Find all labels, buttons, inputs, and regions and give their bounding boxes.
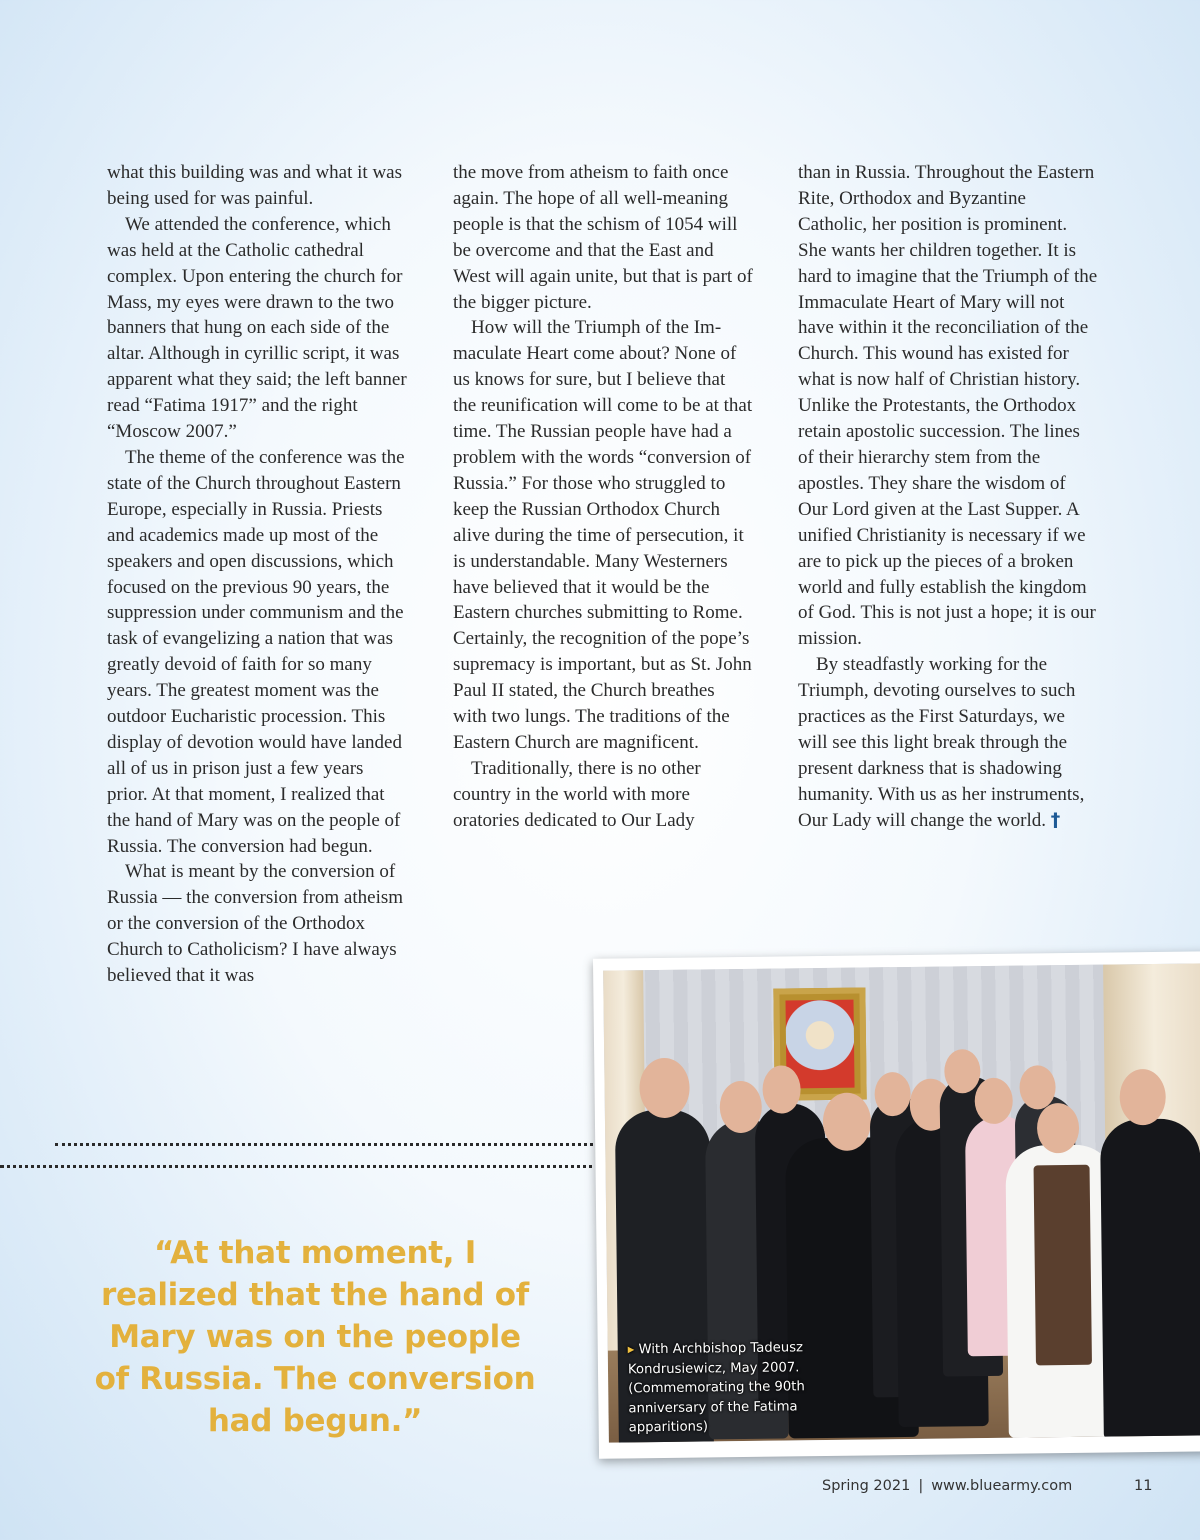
article-column-2	[453, 160, 753, 834]
person-head	[944, 1049, 981, 1093]
page-number: 11	[1134, 1478, 1153, 1494]
caption-text: With Archbishop Tadeusz Kondrusiewicz, May 2007. (Commemorating the 90th anniversary of the Fatima apparitions)	[627, 1340, 805, 1436]
dotted-divider	[55, 1143, 600, 1146]
paragraph: We attended the conference, which was held at the Catholic cathedral complex. Upon entering the church for Mass, my eyes were drawn to the two banners that hung on each side of the altar. Although in cyrillic script, it was apparent what they said; the left banner read “Fatima 1917” and the right “Moscow 2007.”	[107, 213, 407, 443]
person-head	[1037, 1103, 1080, 1154]
article-column-3	[798, 160, 1098, 834]
person-head	[639, 1058, 690, 1119]
paragraph: Traditionally, there is no other country in the world with more oratories dedicated to Our Lady	[453, 757, 701, 831]
paragraph: What is meant by the conversion of Russia — the conversion from atheism or the conversion of the Orthodox Church to Catholicism? I have always believed that it was	[107, 861, 404, 987]
website-link[interactable]: www.bluearmy.com	[931, 1478, 1073, 1494]
article-column-1	[107, 160, 407, 989]
person-head	[874, 1072, 911, 1116]
issue-label: Spring 2021	[822, 1478, 911, 1494]
page-footer	[822, 1478, 1072, 1494]
person-scapular	[1034, 1165, 1092, 1366]
person-head	[762, 1065, 801, 1113]
paragraph: the move from atheism to faith once again. The hope of all well-meaning people is that the schism of 1054 will be overcome and that the East and West will again unite, but that is part of the bigger picture.	[453, 162, 753, 313]
paragraph: The theme of the conference was the state of the Church throughout Eastern Europe, especially in Russia. Priests and academics made up most of the speakers and open discussions, which focused on the previous 90 years, the suppression under communism and the task of evangelizing a nation that was greatly devoid of faith for so many years. The greatest moment was the outdoor Eucharistic procession. This display of devotion would have landed all of us in prison just a few years prior. At that moment, I realized that the hand of Mary was on the people of Russia. The conversion had begun.	[107, 446, 405, 857]
pull-quote: “At that moment, I realized that the hand of Mary was on the people of Russia. The conversion had begun.”	[94, 1235, 536, 1439]
group-photo	[603, 963, 1200, 1442]
paragraph: what this building was and what it was being used for was painful.	[107, 162, 402, 209]
photo-frame	[593, 951, 1200, 1459]
photo-caption	[628, 1338, 859, 1438]
person-head	[719, 1081, 762, 1134]
person-figure	[1100, 1118, 1200, 1439]
paragraph-text: By steadfastly working for the Triumph, devoting ourselves to such practices as the First Saturdays, we will see this light break through the present darkness that is shadowing humanity. With us as her instruments, Our Lady will change the world.	[798, 654, 1085, 831]
footer-separator: |	[918, 1478, 924, 1494]
person-head	[823, 1092, 872, 1151]
caption-arrow-icon: ▸	[627, 1342, 635, 1358]
end-mark-cross-icon: †	[1050, 808, 1061, 831]
person-head	[1119, 1069, 1166, 1126]
paragraph: How will the Triumph of the Immaculate Heart come about? None of us knows for sure, but I believe that the reunification will come to be at that time. The Russian people have had a problem with the words “conversion of Russia.” For those who struggled to keep the Russian Orthodox Church alive during the time of persecution, it is understandable. Many Westerners have believed that it would be the Eastern churches submitting to Rome. Certainly, the recognition of the pope’s supremacy is important, but as St. John Paul II stated, the Church breathes with two lungs. The traditions of the Eastern Church are magnificent.	[453, 317, 753, 753]
person-head	[974, 1078, 1013, 1124]
paragraph	[798, 652, 1098, 833]
dotted-divider	[0, 1165, 600, 1168]
person-head	[1019, 1065, 1056, 1109]
paragraph: than in Russia. Throughout the Eastern Rite, Orthodox and Byzantine Catholic, her position is prominent. She wants her children together. It is hard to imagine that the Triumph of the Immaculate Heart of Mary will not have within it the reconciliation of the Church. This wound has existed for what is now half of Christian history. Unlike the Protestants, the Orthodox retain apostolic succession. The lines of their hierarchy stem from the apostles. They share the wisdom of Our Lord given at the Last Supper. A unified Christianity is necessary if we are to pick up the pieces of a broken world and fully establish the kingdom of God. This is not just a hope; it is our mission.	[798, 162, 1098, 650]
